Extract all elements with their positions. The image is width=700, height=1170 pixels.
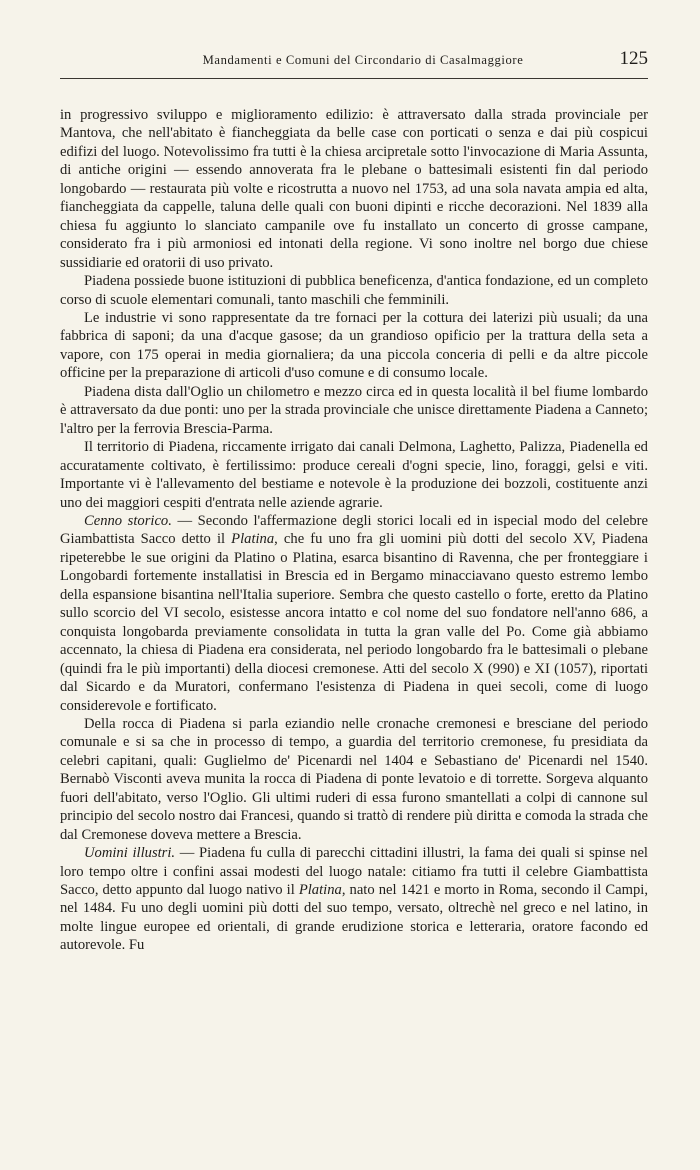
page-number: 125 — [619, 48, 648, 69]
text-line: cola conceria di pelli e da altre piccole officine per la preparazione di articoli d'uso — [60, 346, 649, 382]
text-line: di Piadena in quei secoli, come di luogo considerevole e fortificato. — [60, 679, 649, 714]
text-line: — Secondo l'affermazione degli storici locali ed in ispecial modo del — [171, 512, 601, 529]
text-line: per la trattura della seta a vapore, con 175 operai in media giornaliera; da una pic — [60, 328, 649, 363]
text-line: cesi, quando si trattò di rendere più diritta e comoda la strada che dal Cremonese — [60, 808, 648, 843]
text-line: in progressivo sviluppo e miglioramento edilizio: è attraversato dalla strada provin — [60, 107, 594, 123]
text-line: aziende agrarie. — [290, 494, 383, 511]
text-line: sotto l'invocazione di Maria Assunta, di antiche origini — essendo annoverata fra le — [60, 143, 648, 179]
text-line: usuali; da una fabbrica di saponi; da una d'acque gasose; da un grandioso opificio — [60, 309, 648, 345]
paragraph — [60, 272, 648, 309]
text-line: doveva mettere a Brescia. — [150, 826, 302, 843]
text-line: secolo X (990) e XI (1057), riportati dal Sicardo e da Muratori, confermano l'esistenza — [60, 660, 648, 696]
text-line: Bergamo minacciavano questo estremo lembo della espansione bisantina nell'Italia — [60, 568, 648, 603]
text-line: cappelle, taluna delle quali con buoni dipinti e ricche decorazioni. Nel 1839 alla chiesa — [60, 199, 648, 234]
text-line: ricostrutta a nuovo nel 1753, ad una sola navata ampia ed alta, fiancheggiata da — [60, 180, 649, 216]
text-line: Piadena dista dall'Oglio un chilometro e mezzo circa ed in questa località il bel — [84, 383, 550, 400]
text-line: superiore. Sembra che questo castello o forte, eretto da Platino sullo scorcio del VI secolo, — [60, 586, 648, 622]
text-line: fu presidiata da celebri capitani, quali: Guglielmo de' Picenardi nel 1404 e Sebastiano — [60, 734, 648, 769]
text-line: fiume lombardo è attraversato da due ponti: uno per la strada provinciale che unisce — [60, 383, 649, 419]
text-line: si spinse nel loro tempo oltre i confini assai modesti del luogo natale: citiamo fra — [60, 845, 648, 880]
text-line: accennato, la chiesa di Piadena era considerata, nel periodo longobardo fra le batte — [60, 642, 551, 659]
italic-term: Platina — [298, 882, 342, 899]
text-line: periodo comunale e si sa che in processo di tempo, a guardia del territorio cremonese, — [60, 715, 648, 751]
body-text — [60, 106, 648, 955]
running-head — [60, 48, 648, 79]
text-line: lino, foraggi, gelsi e viti. Importante vi è l'allevamento del bestiame e notevole è — [60, 457, 649, 493]
text-line: e dai più cospicui edifizi del luogo. Notevolissimo fra tutti è la chiesa arcipretale — [60, 125, 648, 160]
paragraph — [60, 512, 648, 715]
text-line: Il territorio di Piadena, riccamente irrigato dai canali Delmona, Laghetto, Palizza, — [84, 439, 566, 456]
italic-term: Platina — [231, 531, 275, 548]
text-line: nel 1421 e morto in Roma, secondo il Campi, nel 1484. Fu uno degli uomini più dotti — [60, 882, 648, 917]
section-lead: Uomini illustri. — [84, 845, 176, 862]
paragraph — [60, 438, 648, 512]
text-line: due chiese sussidiarie ed oratorii di uso privato. — [60, 236, 649, 271]
text-line: comune e di consumo locale. — [318, 365, 488, 382]
text-line: — Piadena fu culla di parecchi cittadini illustri, la fama dei quali — [175, 845, 570, 862]
text-line: Della rocca di Piadena si parla eziandio nelle cronache cremonesi e bresciane del — [84, 715, 597, 732]
running-head-title: Mandamenti e Comuni del Circondario di Casalmaggiore — [202, 53, 524, 67]
text-line: orientali, di grande erudizione storica e letteraria, oratore facondo ed autorevole. Fu — [60, 918, 649, 954]
text-line: celebre Giambattista Sacco detto il Platina, che fu uno fra gli uomini più dotti del — [60, 512, 648, 548]
text-line: un completo corso di scuole elementari comunali, tanto maschili che femminili. — [60, 273, 648, 308]
text-line: Le industrie vi sono rappresentate da tre fornaci per la cottura dei laterizi più — [84, 309, 558, 326]
text-line: di Ravenna, che per fronteggiare i Longobardi fortemente installatisi in Brescia ed in — [60, 549, 648, 585]
text-line: esistesse ancora intatto e col nome del suo fondatore nell'anno 686, a conquista lon — [60, 605, 648, 640]
text-line: Piadenella ed accuratamente coltivato, è fertilissimo: produce cereali d'ogni specie, — [60, 439, 648, 474]
text-line: levatoio e di torrette. Sorgeva alquanto fuori dell'abitato, verso l'Oglio. Gli ultimi ruderi — [60, 771, 648, 806]
text-line: secolo XV, Piadena ripeterebbe le sue origini da Platino o Platina, esarca bisantino — [60, 531, 649, 566]
text-line: plebane o battesimali esistenti fin dal periodo longobardo — restaurata più volte e — [60, 162, 649, 197]
text-line: ciale per Mantova, che nell'abitato è fiancheggiata da belle case con porticati o senza — [60, 107, 648, 142]
text-line: simali o plebane (quindi fra le più importanti) della diocesi cremonese. Atti del — [60, 642, 648, 677]
text-line: di essa furono smantellati a colpi di cannone sul principio del secolo nostro dai Fran — [60, 789, 648, 825]
paragraph — [60, 844, 648, 955]
text-line: fu aggiunto lo slanciato campanile ove fu installato un concerto di grosse campane, — [104, 217, 648, 234]
paragraph — [60, 309, 648, 383]
section-lead: Cenno storico. — [84, 512, 172, 529]
paragraph — [60, 383, 648, 438]
paragraph — [60, 715, 648, 844]
text-line: de' Picenardi nel 1540. Bernabò Visconti aveva munita la rocca di Piadena di ponte — [60, 752, 648, 788]
text-line: Piadena possiede buone istituzioni di pubblica beneficenza, d'antica fondazione, ed — [84, 273, 572, 290]
text-line: tutti il celebre Giambattista Sacco, detto appunto dal luogo nativo il Platina, nato — [60, 863, 649, 899]
paragraph — [60, 106, 648, 272]
text-line: gobarda previamente consolidata in tutta la gran valle del Po. Come già abbiamo — [141, 623, 648, 640]
text-line: la produzione dei bozzoli, costituente anzi uno dei maggiori cespiti d'entrata nelle — [60, 476, 648, 511]
text-line: considerato fra i più armoniosi ed intonati della regione. Vi sono inoltre nel borgo — [60, 236, 577, 253]
text-line: direttamente Piadena a Canneto; l'altro per la ferrovia Brescia-Parma. — [60, 402, 648, 437]
text-line: del suo tempo, versato, oltrechè nel greco e nel latino, in molte lingue europee ed — [60, 900, 648, 935]
